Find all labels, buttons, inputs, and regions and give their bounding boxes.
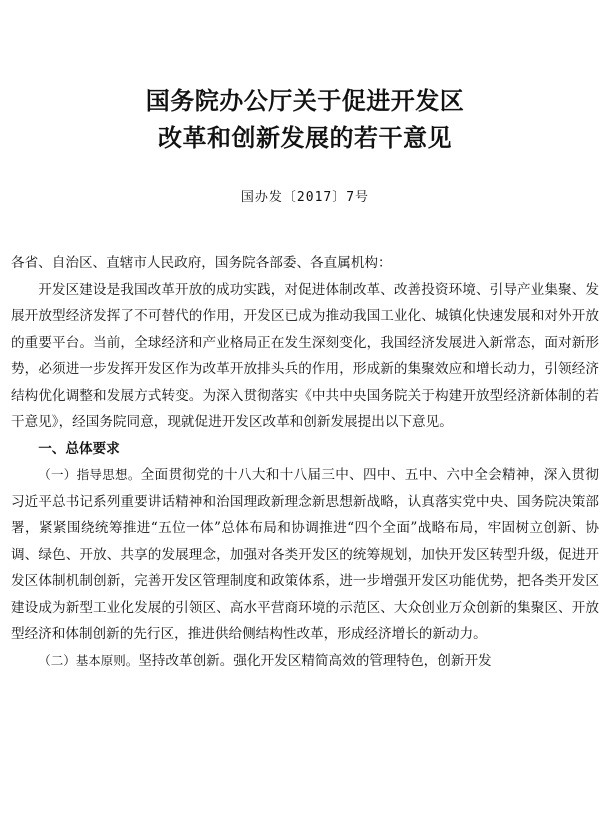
document-title [11,0,599,156]
item-paragraph-1 [11,462,599,648]
document-body [11,250,599,674]
item-text-1: 全面贯彻党的十八大和十八届三中、四中、五中、六中全会精神，深入贯彻习近平总书记系列重要讲话精神和治国理政新理念新思想新战略，认真落实党中央、国务院决策部署，紧紧围绕统筹推进“五位一体”总体布局和协调推进“四个全面”战略布局，牢固树立创新、协调、绿色、开放、共享的发展理念，加强对各类开发区的统筹规划，加快开发区转型升级，促进开发区体制机制创新，完善开发区管理制度和政策体系，进一步增强开发区功能优势，把各类开发区建设成为新型工业化发展的引领区、高水平营商环境的示范区、大众创业万众创新的集聚区、开放型经济和体制创新的先行区，推进供给侧结构性改革，形成经济增长的新动力。 [11,467,599,642]
item-paragraph-2 [11,648,599,675]
document-number: 国办发〔2017〕7号 [240,190,370,205]
intro-paragraph: 开发区建设是我国改革开放的成功实践，对促进体制改革、改善投资环境、引导产业集聚、发展开放型经济发挥了不可替代的作用，开发区已成为推动我国工业化、城镇化快速发展和对外开放的重要平台。当前，全球经济和产业格局正在发生深刻变化，我国经济发展进入新常态，面对新形势，必须进一步发挥开发区作为改革开放排头兵的作用，形成新的集聚效应和增长动力，引领经济结构优化调整和发展方式转变。为深入贯彻落实《中共中央国务院关于构建开放型经济新体制的若干意见》，经国务院同意，现就促进开发区改革和创新发展提出以下意见。 [11,281,599,430]
title-line-1: 国务院办公厅关于促进开发区 [145,86,465,115]
item-label-2: （二）基本原则。 [38,652,139,668]
item-label-1: （一）指导思想。 [38,467,141,482]
salutation: 各省、自治区、直辖市人民政府，国务院各部委、各直属机构： [11,255,392,271]
section-heading: 一、总体要求 [38,440,120,457]
title-line-2: 改革和创新发展的若干意见 [158,123,452,152]
item-text-2: 坚持改革创新。强化开发区精简高效的管理特色，创新开发 [138,652,492,669]
